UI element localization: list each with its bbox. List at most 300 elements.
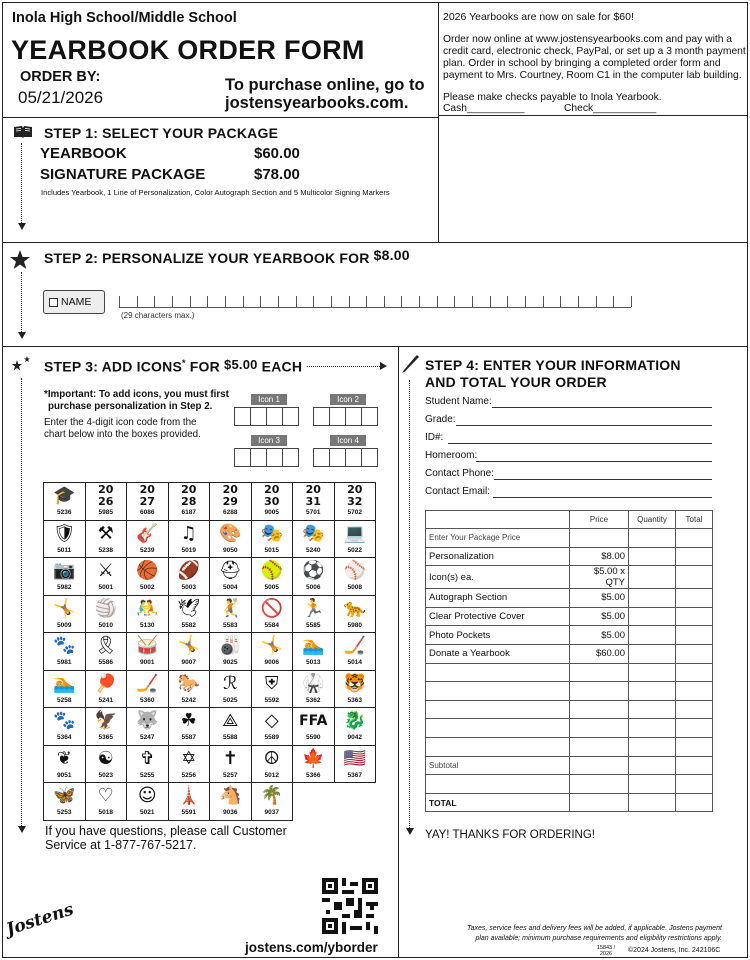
icon-cell[interactable] — [44, 633, 86, 671]
table-row — [426, 607, 713, 626]
icon-glyph: 🐺 — [136, 710, 159, 731]
character-tick — [596, 296, 597, 307]
name-checkbox[interactable]: NAME — [43, 290, 105, 314]
info-field-line[interactable] — [476, 461, 712, 462]
icon-glyph: 🥁 — [136, 635, 159, 656]
icon-code: 5982 — [57, 584, 72, 591]
icon-glyph: 🏊 — [302, 635, 325, 656]
icon-cell[interactable] — [86, 521, 128, 559]
purchase-online-text: To purchase online, go to jostensyearbooks.com. — [225, 76, 425, 112]
row-quantity-cell[interactable] — [629, 626, 676, 645]
icon-glyph: ♫ — [180, 522, 197, 544]
icon-cell[interactable] — [44, 558, 86, 596]
info-field-label: Student Name: — [425, 396, 492, 407]
row-label — [426, 737, 570, 756]
row-quantity-cell[interactable] — [629, 775, 676, 794]
icon-code: 5247 — [140, 734, 155, 741]
row-label — [426, 700, 570, 719]
icon-cell[interactable] — [86, 633, 128, 671]
icon-glyph: ☺ — [137, 785, 157, 806]
icon-cell[interactable] — [335, 596, 377, 634]
icon-cell[interactable] — [293, 633, 335, 671]
qr-code[interactable] — [322, 878, 378, 934]
icon-glyph: ✡ — [181, 747, 197, 769]
icon-code: 5365 — [98, 734, 113, 741]
icon-chart — [43, 482, 376, 821]
icon-glyph: ☯ — [97, 747, 114, 769]
character-tick — [278, 296, 279, 307]
row-quantity-cell[interactable] — [629, 737, 676, 756]
row-price — [570, 737, 629, 756]
copyright: ©2024 Jostens, Inc. 242106C — [628, 947, 721, 954]
icon-cell[interactable] — [169, 671, 211, 709]
table-row — [426, 700, 713, 719]
icon-glyph: 🕊 — [177, 597, 201, 619]
row-total-cell[interactable] — [676, 607, 713, 626]
order-total-table — [425, 510, 713, 812]
row-total-cell[interactable] — [676, 775, 713, 794]
row-price — [570, 663, 629, 682]
table-row — [426, 644, 713, 663]
icon-cell[interactable] — [210, 483, 252, 521]
icon-glyph: 🏊 — [53, 672, 76, 694]
icon-glyph: 🤸 — [177, 635, 200, 656]
row-label — [426, 775, 570, 794]
row-label: Enter Your Package Price — [426, 529, 570, 548]
row-total-cell[interactable] — [676, 589, 713, 608]
icon-glyph: 🦋 — [53, 785, 76, 806]
icon-cell[interactable] — [210, 633, 252, 671]
icon-cell[interactable] — [127, 708, 169, 746]
icon-code: 5005 — [264, 584, 279, 591]
package-signature[interactable]: SIGNATURE PACKAGE $78.00 — [40, 166, 300, 183]
icon-code: 5592 — [264, 696, 279, 704]
icon1-code-boxes[interactable] — [235, 407, 299, 426]
info-field-label: ID#: — [425, 432, 444, 443]
icon-code: 5242 — [181, 696, 196, 704]
icon-code: 9051 — [57, 771, 72, 779]
row-price: $60.00 — [570, 644, 629, 663]
icon-glyph: ♡ — [97, 785, 114, 806]
icon-code: 5588 — [223, 734, 238, 741]
signature-includes: Includes Yearbook, 1 Line of Personalization, Color Autograph Section and 5 Multicolor Signing Markers — [41, 188, 390, 197]
character-tick — [384, 296, 385, 307]
icon-cell[interactable] — [44, 596, 86, 634]
icon-glyph: 🐉 — [343, 710, 366, 731]
icon-glyph: 📷 — [53, 560, 76, 581]
icon-enter-instructions: Enter the 4-digit icon code from the chart below into the boxes provided. — [44, 417, 201, 440]
step2-title: STEP 2: PERSONALIZE YOUR YEARBOOK FOR $8.00 — [44, 247, 410, 266]
character-tick — [225, 296, 226, 307]
icon-cell[interactable] — [44, 521, 86, 559]
icon-cell[interactable] — [252, 783, 294, 821]
check-field[interactable]: Check___________ — [564, 103, 657, 114]
row-total-cell[interactable] — [676, 700, 713, 719]
icon-glyph: ❦ — [56, 747, 72, 769]
icon-cell[interactable] — [169, 483, 211, 521]
character-tick — [260, 296, 261, 307]
row-total-cell[interactable] — [676, 682, 713, 701]
step3-flow-line — [307, 366, 380, 367]
book-icon — [13, 125, 33, 139]
icon-glyph: ✝ — [222, 747, 238, 769]
icon-glyph: 🐯 — [343, 672, 366, 694]
icon-cell[interactable] — [127, 596, 169, 634]
icon-code: 5009 — [57, 621, 72, 629]
icon-code: 5702 — [347, 509, 362, 516]
icon-cell[interactable] — [169, 746, 211, 784]
row-total-cell[interactable] — [676, 547, 713, 566]
character-tick — [419, 296, 420, 307]
row-quantity-cell[interactable] — [629, 566, 676, 589]
character-tick — [560, 296, 561, 307]
icon-cell[interactable] — [335, 671, 377, 709]
icon-glyph: 🦅 — [94, 710, 117, 731]
icon-code: 5590 — [306, 734, 321, 741]
row-total-cell[interactable] — [676, 626, 713, 645]
icon-important-note: *Important: To add icons, you must first purchase personalization in Step 2. — [44, 389, 229, 412]
icon-code: 6086 — [140, 509, 155, 516]
step3-step4-divider — [398, 346, 399, 958]
icon-glyph: 🥋 — [302, 672, 325, 694]
qr-code-graphic — [322, 878, 378, 934]
icon-cell[interactable] — [127, 783, 169, 821]
row-quantity-cell[interactable] — [629, 663, 676, 682]
icon-cell[interactable] — [169, 708, 211, 746]
icon-cell[interactable] — [210, 783, 252, 821]
icon-cell[interactable] — [335, 558, 377, 596]
character-tick — [401, 296, 402, 307]
icon-cell[interactable] — [169, 521, 211, 559]
icon-code: 5701 — [306, 509, 321, 516]
table-header-row: Price Quantity Total — [426, 511, 713, 529]
max-chars-note: (29 characters max.) — [121, 311, 195, 320]
checkbox-square[interactable] — [49, 298, 58, 307]
icon-code: 5002 — [140, 584, 155, 591]
icon-cell[interactable] — [44, 783, 86, 821]
icon-glyph: 🐎 — [177, 672, 200, 694]
icon-cell[interactable] — [86, 558, 128, 596]
icon-glyph: 💻 — [343, 522, 366, 544]
icon-glyph: 🐾 — [53, 710, 76, 731]
icon-cell[interactable] — [127, 558, 169, 596]
row-quantity-cell[interactable] — [629, 756, 676, 775]
row-quantity-cell[interactable] — [629, 547, 676, 566]
row-total-cell[interactable] — [676, 756, 713, 775]
info-field-label: Contact Phone: — [425, 468, 494, 479]
row-label: Clear Protective Cover — [426, 607, 570, 626]
pen-icon — [400, 354, 420, 374]
icon-code: 5585 — [306, 621, 321, 629]
row-quantity-cell[interactable] — [629, 589, 676, 608]
info-field-line[interactable] — [456, 425, 712, 426]
info-field-line[interactable] — [448, 443, 712, 444]
icon-cell[interactable] — [127, 483, 169, 521]
icon-glyph: 🇺🇸 — [343, 747, 366, 769]
row-total-cell[interactable] — [676, 529, 713, 548]
icon-cell[interactable] — [252, 746, 294, 784]
icon-glyph: 2029 — [222, 483, 238, 508]
star-icon — [9, 249, 31, 270]
icon-glyph: 🤸 — [260, 635, 283, 656]
icon-cell[interactable] — [252, 596, 294, 634]
icon-code: 5985 — [98, 509, 113, 516]
icon-code: 5010 — [98, 621, 113, 629]
character-tick — [172, 296, 173, 307]
icon-glyph: 2032 — [347, 483, 363, 508]
character-tick — [296, 296, 297, 307]
icon-cell[interactable] — [86, 783, 128, 821]
questions-note: If you have questions, please call Customer Service at 1-877-767-5217. — [45, 824, 287, 852]
icon-code: 5587 — [181, 734, 196, 741]
icon3-code-boxes[interactable] — [235, 448, 299, 467]
row-total-cell[interactable] — [676, 663, 713, 682]
row-price: $5.00 — [570, 626, 629, 645]
icon-cell[interactable] — [169, 633, 211, 671]
row-total-cell[interactable] — [676, 644, 713, 663]
row-quantity-cell[interactable] — [629, 644, 676, 663]
character-tick — [437, 296, 438, 307]
row-label: Autograph Section — [426, 589, 570, 608]
icon-glyph: ⟁ — [222, 710, 239, 731]
icon-code: 5019 — [181, 546, 196, 554]
icon4-code-boxes[interactable] — [314, 448, 378, 467]
icon-glyph: FFA — [299, 713, 328, 729]
sale-notice: 2026 Yearbooks are now on sale for $60! — [443, 11, 634, 23]
icon-cell[interactable] — [335, 708, 377, 746]
icon-glyph: 🐾 — [53, 635, 76, 656]
row-price: $5.00 x QTY — [570, 566, 629, 589]
row-quantity-cell[interactable] — [629, 719, 676, 738]
icon-glyph: 🏒 — [136, 672, 159, 694]
icon-glyph: ◇ — [264, 710, 279, 731]
step1-flow-line — [21, 143, 22, 223]
table-row — [426, 737, 713, 756]
icon-code: 5981 — [57, 659, 72, 666]
icon-glyph: 🐆 — [343, 597, 366, 619]
icon-code: 5021 — [140, 809, 155, 816]
step2-flow-arrow — [18, 332, 26, 339]
info-field-label: Grade: — [425, 414, 456, 425]
row-quantity-cell[interactable] — [629, 682, 676, 701]
icon-cell[interactable] — [252, 633, 294, 671]
row-quantity-cell[interactable] — [629, 607, 676, 626]
step1-bottom-rule — [2, 242, 748, 243]
row-label — [426, 719, 570, 738]
icon-cell[interactable] — [44, 671, 86, 709]
row-price: $8.00 — [570, 547, 629, 566]
name-entry-field[interactable] — [119, 292, 631, 308]
row-label: Icon(s) ea. — [426, 566, 570, 589]
character-tick — [525, 296, 526, 307]
icon-cell[interactable] — [127, 633, 169, 671]
step4-title: STEP 4: ENTER YOUR INFORMATION AND TOTAL YOUR ORDER — [425, 357, 681, 390]
icon-cell[interactable] — [44, 708, 86, 746]
icon-glyph: ℛ — [223, 672, 238, 694]
icon-cell[interactable] — [169, 783, 211, 821]
icon-code: 5584 — [264, 621, 279, 629]
table-row — [426, 529, 713, 548]
icon-cell[interactable] — [293, 558, 335, 596]
icon-cell[interactable] — [293, 671, 335, 709]
icon-cell[interactable] — [44, 483, 86, 521]
step3-vertical-flow — [21, 378, 22, 826]
icon-glyph: 🏈 — [177, 560, 200, 581]
icon-cell[interactable] — [252, 521, 294, 559]
icon-cell[interactable] — [293, 483, 335, 521]
icon-glyph: 🎸 — [136, 522, 159, 544]
row-quantity-cell[interactable] — [629, 700, 676, 719]
row-label: TOTAL — [426, 793, 570, 812]
icon-cell[interactable] — [44, 746, 86, 784]
icon-cell[interactable] — [210, 708, 252, 746]
icon-glyph: 🎗 — [94, 635, 118, 656]
icon-code: 5256 — [181, 771, 196, 779]
table-row — [426, 719, 713, 738]
icon-glyph: 🎨 — [219, 522, 242, 544]
icon-cell[interactable] — [335, 521, 377, 559]
info-field-label: Contact Email: — [425, 486, 491, 497]
icon-code: 5023 — [98, 771, 113, 779]
row-label: Donate a Yearbook — [426, 644, 570, 663]
icon-cell[interactable] — [86, 483, 128, 521]
table-row — [426, 682, 713, 701]
icon-cell[interactable] — [127, 746, 169, 784]
icon-cell[interactable] — [86, 596, 128, 634]
icon-cell[interactable] — [293, 521, 335, 559]
icon-cell[interactable] — [86, 671, 128, 709]
icon-glyph: ☮ — [263, 747, 280, 769]
sparkle-stars-icon — [10, 356, 32, 372]
icon-glyph: 🤸 — [53, 597, 76, 619]
icon-cell[interactable] — [252, 708, 294, 746]
icon-cell[interactable] — [86, 746, 128, 784]
icon-cell[interactable] — [210, 671, 252, 709]
table-row — [426, 663, 713, 682]
icon-cell[interactable] — [293, 708, 335, 746]
icon-glyph: ⚽ — [302, 560, 325, 581]
icon-code: 9037 — [264, 809, 279, 816]
icon-glyph: 🗼 — [177, 785, 200, 806]
icon-glyph: 🎳 — [219, 635, 242, 656]
character-tick — [366, 296, 367, 307]
row-quantity-cell[interactable] — [629, 529, 676, 548]
icon-code: 9001 — [140, 659, 155, 666]
row-label: Personalization — [426, 547, 570, 566]
icon-glyph: ⛑ — [218, 560, 242, 581]
character-tick — [349, 296, 350, 307]
icon-cell[interactable] — [335, 746, 377, 784]
icon-cell[interactable] — [210, 596, 252, 634]
icon-cell[interactable] — [252, 558, 294, 596]
cash-field[interactable]: Cash__________ — [443, 103, 525, 114]
icon-cell[interactable] — [169, 596, 211, 634]
icon-cell[interactable] — [335, 483, 377, 521]
step4-flow-arrow — [406, 828, 414, 835]
row-total-cell[interactable] — [676, 737, 713, 756]
icon3-label: Icon 3 — [251, 435, 287, 446]
icon-cell[interactable] — [293, 596, 335, 634]
info-field-line[interactable] — [493, 497, 712, 498]
icon-glyph: ⚾ — [343, 560, 366, 581]
step2-flow-line — [21, 272, 22, 332]
icon-cell[interactable] — [252, 671, 294, 709]
icon-code: 9050 — [223, 546, 238, 554]
character-tick — [454, 296, 455, 307]
step1-flow-arrow — [18, 223, 26, 230]
icon-cell[interactable] — [293, 746, 335, 784]
icon-cell[interactable] — [86, 708, 128, 746]
icon-glyph: 🤾 — [219, 597, 242, 619]
icon-code: 9036 — [223, 809, 238, 816]
icon-cell[interactable] — [252, 483, 294, 521]
character-tick — [137, 296, 138, 307]
icon-cell[interactable] — [335, 633, 377, 671]
icon-code: 5004 — [223, 584, 238, 591]
order-instructions: Order now online at www.jostensyearbooks.com and pay with a credit card, electronic check, PayPal, or set up a 3 month payment plan. Order in school by bringing a completed order form and payment to Mrs. Courtney, Room C1 in the computer lab building. — [443, 34, 746, 81]
row-quantity-cell[interactable] — [629, 793, 676, 812]
package-yearbook[interactable]: YEARBOOK $60.00 — [40, 145, 300, 162]
icon-cell[interactable] — [127, 521, 169, 559]
row-total-cell[interactable] — [676, 719, 713, 738]
order-url[interactable]: jostens.com/yborder — [245, 940, 378, 955]
table-row — [426, 775, 713, 794]
row-price: $5.00 — [570, 607, 629, 626]
icon-glyph: ⚔ — [97, 560, 114, 581]
icon-code: 5582 — [181, 621, 196, 629]
icon-glyph: 2030 — [264, 483, 280, 508]
icon-code: 5130 — [140, 621, 155, 629]
table-row — [426, 566, 713, 589]
character-tick — [543, 296, 544, 307]
row-total-cell[interactable] — [676, 566, 713, 589]
icon-cell[interactable] — [210, 521, 252, 559]
icon2-label: Icon 2 — [330, 394, 366, 405]
table-row — [426, 793, 713, 812]
row-label — [426, 663, 570, 682]
icon-cell[interactable] — [210, 558, 252, 596]
icon-code: 9006 — [264, 659, 279, 666]
character-tick — [313, 296, 314, 307]
icon-glyph: ⚒ — [97, 522, 114, 544]
step4-flow-line — [409, 380, 410, 828]
icon-code: 5018 — [98, 809, 113, 816]
info-field-line[interactable] — [494, 479, 712, 480]
character-tick — [472, 296, 473, 307]
character-tick — [490, 296, 491, 307]
icon-code: 5013 — [306, 659, 321, 666]
thanks-message: YAY! THANKS FOR ORDERING! — [425, 829, 595, 841]
icon-code: 5008 — [347, 584, 362, 591]
icon-code: 5238 — [98, 546, 113, 554]
info-field-line[interactable] — [492, 407, 712, 408]
character-tick — [507, 296, 508, 307]
icon-glyph: ✞ — [139, 747, 155, 769]
step3-title: STEP 3: ADD ICONS* FOR $5.00 EACH — [44, 356, 303, 375]
info-field-label: Homeroom: — [425, 450, 478, 461]
icon-cell[interactable] — [210, 746, 252, 784]
icon-code: 5015 — [264, 546, 279, 554]
row-total-cell[interactable] — [676, 793, 713, 812]
icon-code: 5241 — [98, 696, 113, 704]
row-label — [426, 682, 570, 701]
icon2-code-boxes[interactable] — [314, 407, 378, 426]
icon-cell[interactable] — [127, 671, 169, 709]
character-tick — [243, 296, 244, 307]
icon-glyph: ⛨ — [265, 672, 279, 694]
icon-cell[interactable] — [169, 558, 211, 596]
character-tick — [207, 296, 208, 307]
